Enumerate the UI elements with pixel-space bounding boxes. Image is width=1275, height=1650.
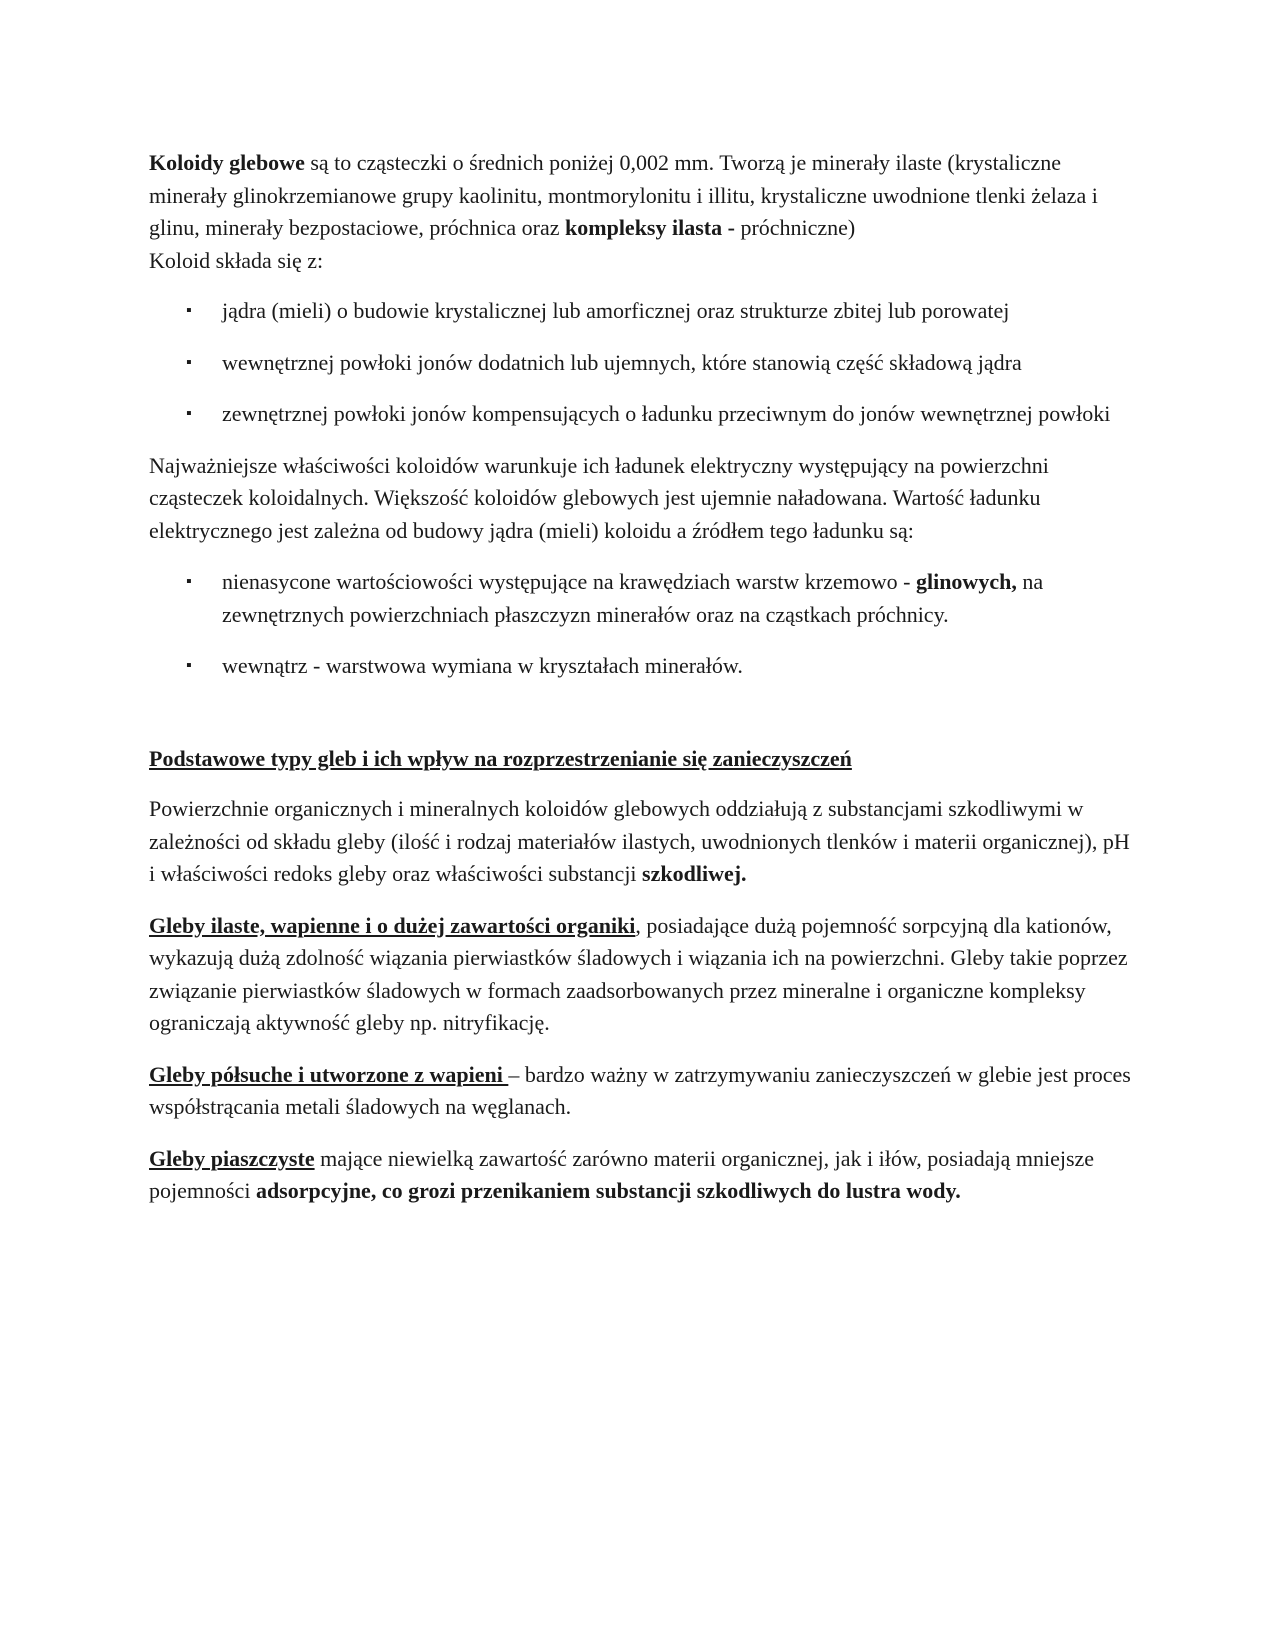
paragraph-text: Powierzchnie organicznych i mineralnych koloidów glebowych oddziałują z substancjami szkodliwymi w zależności od składu gleby (ilość i rodzaj materiałów ilastych, uwodnionych tlenków i materii organicznej), pH i właściwości redoks gleby oraz właściwości substancji bbox=[149, 796, 1130, 886]
semiarid-soils-paragraph bbox=[149, 1059, 1134, 1124]
list-item bbox=[149, 295, 1134, 328]
bullet-icon: ▪ bbox=[186, 657, 192, 674]
list-item bbox=[149, 398, 1134, 431]
charge-paragraph: Najważniejsze właściwości koloidów warunkuje ich ładunek elektryczny występujący na powierzchni cząsteczek koloidalnych. Większość koloidów glebowych jest ujemnie naładowana. Wartość ładunku elektrycznego jest zależna od budowy jądra (mieli) koloidu a źródłem tego ładunku są: bbox=[149, 452, 1049, 543]
charge-sources-list bbox=[149, 566, 1134, 683]
list-item bbox=[149, 347, 1134, 380]
koloid-intro-line: Koloid składa się z: bbox=[149, 247, 324, 273]
soil-type-lead: Gleby piaszczyste bbox=[149, 1145, 315, 1171]
list-item bbox=[149, 650, 1134, 683]
paragraph-bold-end: szkodliwej. bbox=[642, 861, 747, 886]
term-kompleksy: kompleksy ilasta - bbox=[565, 215, 741, 240]
sandy-soils-paragraph bbox=[149, 1143, 1134, 1208]
clay-soils-paragraph bbox=[149, 910, 1134, 1040]
bullet-icon: ▪ bbox=[186, 302, 192, 319]
list-item-text: nienasycone wartościowości występujące na krawędziach warstw krzemowo - bbox=[222, 569, 916, 594]
list-item-text-end: na zewnętrznych powierzchniach płaszczyzn minerałów oraz na cząstkach próchnicy. bbox=[222, 569, 1044, 627]
intro-text: są to cząsteczki o średnich poniżej 0,002 mm. Tworzą je minerały ilaste (krystaliczne minerały glinokrzemianowe grupy kaolinitu, montmorylonitu i illitu, krystaliczne uwodnione tlenki żelaza i glinu, minerały bezpostaciowe, próchnica oraz bbox=[149, 150, 1098, 240]
list-item-text: jądra (mieli) o budowie krystalicznej lub amorficznej oraz strukturze zbitej lub porowatej bbox=[222, 298, 1010, 323]
list-item-text: wewnętrznej powłoki jonów dodatnich lub ujemnych, które stanowią część składową jądra bbox=[222, 349, 1022, 375]
list-item bbox=[149, 566, 1134, 631]
list-item-bold: glinowych, bbox=[915, 569, 1017, 594]
paragraph-text: mające niewielką zawartość zarówno materii organicznej, jak i iłów, posiadają mniejsze pojemności bbox=[149, 1145, 1095, 1203]
section-heading: Podstawowe typy gleb i ich wpływ na rozprzestrzenianie się zanieczyszczeń bbox=[149, 745, 852, 771]
list-item-text: zewnętrznej powłoki jonów kompensujących o ładunku przeciwnym do jonów wewnętrznej powłoki bbox=[222, 401, 1111, 426]
soil-type-lead: Gleby półsuche i utworzone z wapieni bbox=[149, 1061, 509, 1087]
bullet-icon: ▪ bbox=[186, 573, 192, 590]
bullet-icon: ▪ bbox=[186, 353, 192, 371]
intro-paragraph bbox=[149, 147, 1134, 245]
paragraph-bold-end: adsorpcyjne, co grozi przenikaniem substancji szkodliwych do lustra wody. bbox=[255, 1178, 961, 1203]
paragraph-text: , posiadające dużą pojemność sorpcyjną dla kationów, wykazują dużą zdolność wiązania pierwiastków śladowych i wiązania ich na powierzchni. Gleby takie poprzez związanie pierwiastków śladowych w formach zaadsorbowanych przez mineralne i organiczne kompleksy ograniczają aktywność gleby np. nitryfikację. bbox=[149, 912, 1128, 1035]
list-item-text: wewnątrz - warstwowa wymiana w kryształach minerałów. bbox=[222, 653, 743, 678]
koloid-components-list bbox=[149, 295, 1134, 431]
soil-type-lead: Gleby ilaste, wapienne i o dużej zawartości organiki bbox=[149, 912, 636, 938]
bullet-icon: ▪ bbox=[186, 405, 192, 422]
soil-interaction-paragraph bbox=[149, 793, 1134, 891]
intro-text-end: próchniczne) bbox=[740, 215, 856, 240]
term-koloidy-glebowe: Koloidy glebowe bbox=[149, 150, 305, 175]
document-content bbox=[149, 147, 1134, 1227]
paragraph-text: – bardzo ważny w zatrzymywaniu zanieczyszczeń w glebie jest proces współstrącania metali śladowych na węglanach. bbox=[149, 1061, 1131, 1119]
